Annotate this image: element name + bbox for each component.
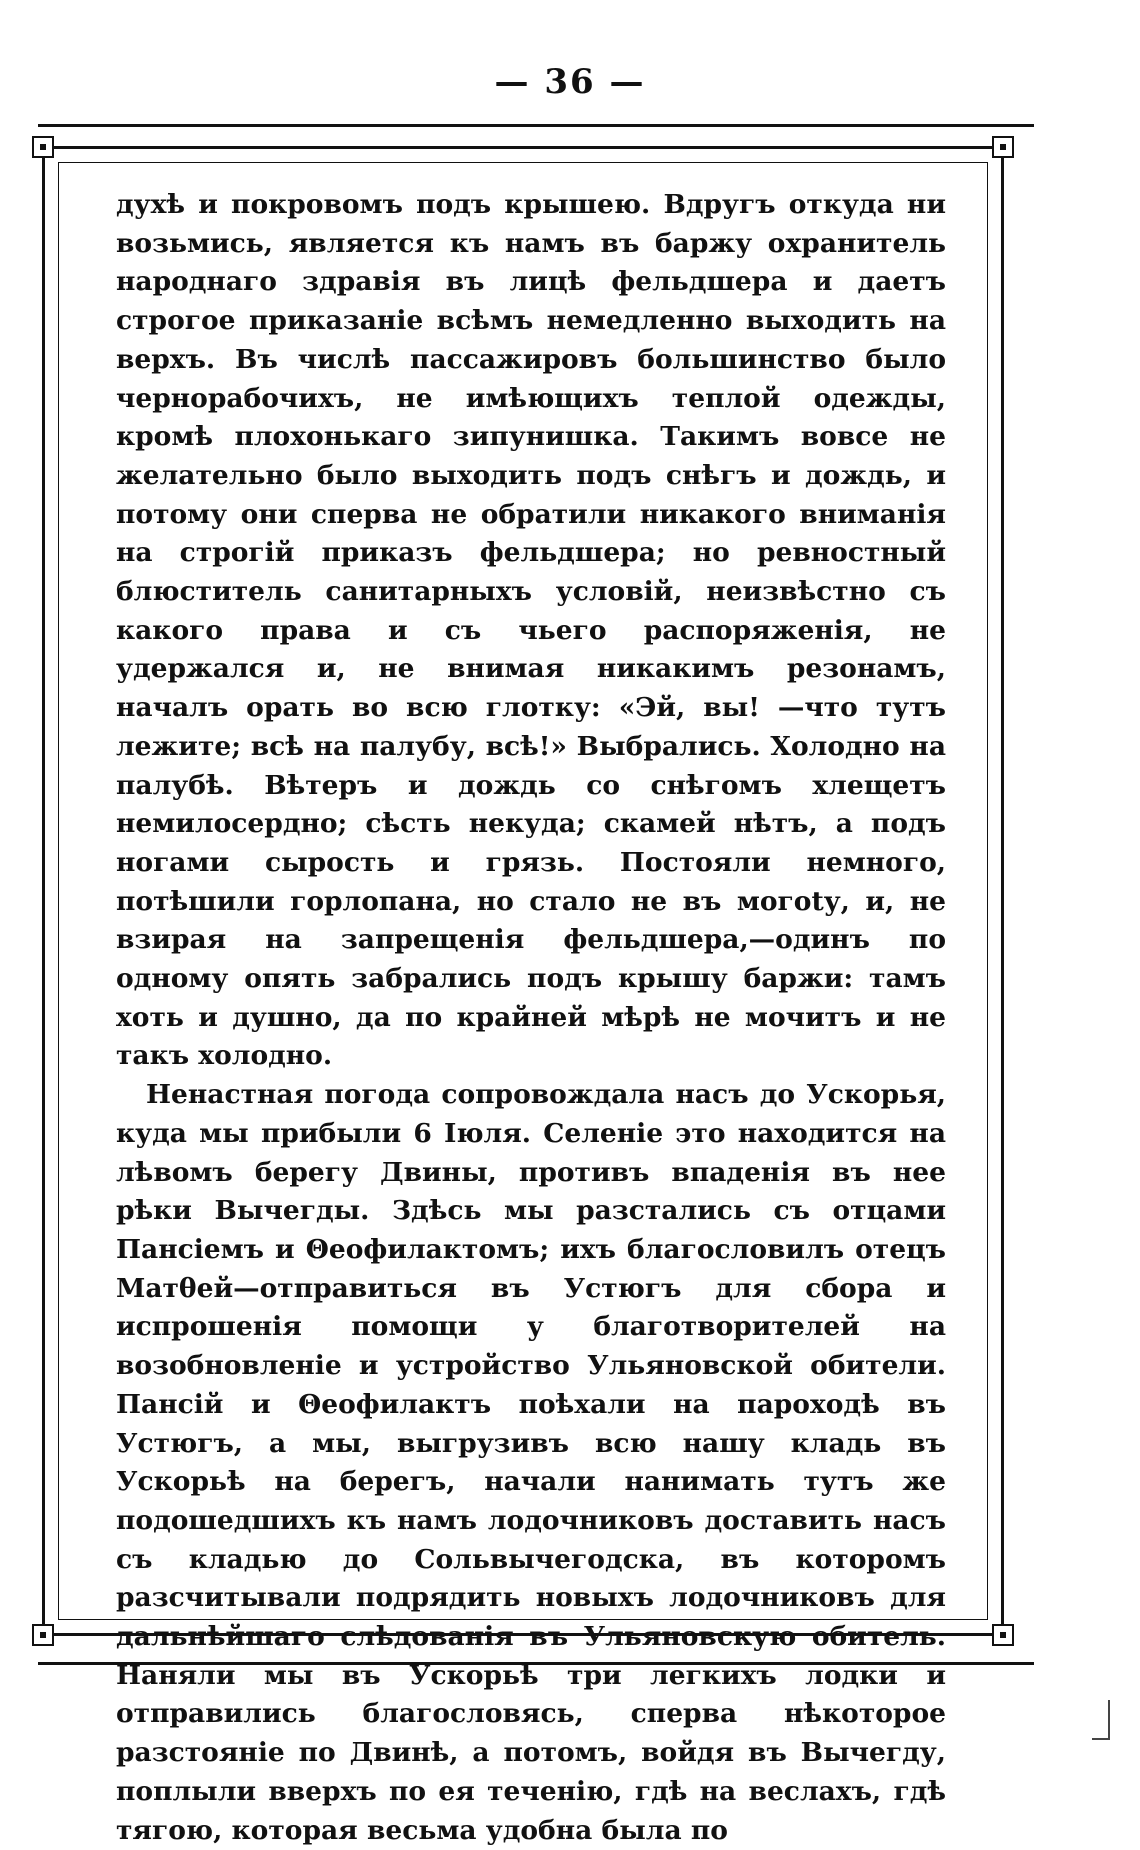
corner-ornament-top-right [992,136,1014,158]
corner-ornament-bottom-left [32,1624,54,1646]
paragraph: Ненастная погода сопровождала насъ до Ускорья, куда мы прибыли 6 Іюля. Селеніе это находится на лѣвомъ берегу Двины, противъ впаденія въ нее рѣки Вычегды. Здѣсь мы разстались съ отцами Пансіемъ и Θеофилактомъ; ихъ благословилъ отецъ Матθей—отправиться въ Устюгъ для сбора и испрошенія помощи у благотворителей на возобновленіе и устройство Ульяновской обители. Пансій и Θеофилактъ поѣхали на пароходѣ въ Устюгъ, а мы, выгрузивъ всю нашу кладь въ Ускорьѣ на берегъ, начали нанимать тутъ же подошедшихъ къ намъ лодочниковъ доставить насъ съ кладью до Сольвычегодска, въ которомъ разсчитывали подрядить новыхъ лодочниковъ для дальнѣйшаго слѣдованія въ Ульяновскую обитель. Наняли мы въ Ускорьѣ три легкихъ лодки и отправились благословясь, сперва нѣкоторое разстояніе по Двинѣ, а потомъ, войдя въ Вычегду, поплыли вверхъ по ея теченію, гдѣ на веслахъ, гдѣ тягою, которая весьма удобна была по [116,1079,946,1846]
corner-ornament-top-left [32,136,54,158]
paragraph: духѣ и покровомъ подъ крышею. Вдругъ откуда ни возьмись, является къ намъ въ баржу охранитель народнаго здравія въ лицѣ фельдшера и даетъ строгое приказаніе всѣмъ немедленно выходить на верхъ. Въ числѣ пассажировъ большинство было чернорабочихъ, не имѣющихъ теплой одежды, кромѣ плохонькаго зипунишка. Такимъ вовсе не желательно было выходить подъ снѣгъ и дождь, и потому они сперва не обратили никакого вниманія на строгій приказъ фельдшера; но ревностный блюститель санитарныхъ условій, неизвѣстно съ какого права и съ чьего распоряженія, не удержался и, не внимая никакимъ резонамъ, началъ орать во всю глотку: «Эй, вы! —что тутъ лежите; всѣ на палубу, всѣ!» Выбрались. Холодно на палубѣ. Вѣтеръ и дождь со снѣгомъ хлещетъ немилосердно; сѣсть некуда; скамей нѣтъ, а подъ ногами сырость и грязь. Постояли немного, потѣшили горлопана, но стало не въ могоtу, и, не взирая на запрещенія фельдшера,—одинъ по одному опять забрались подъ крышу баржи: тамъ хоть и душно, да по крайней мѣрѣ не мочитъ и не такъ холодно. [116,189,946,1072]
corner-ornament-bottom-right [992,1624,1014,1646]
frame-top-rule [38,124,1034,127]
text-body [116,186,946,1850]
margin-crop-mark [1092,1700,1110,1740]
page-number: — 36 — [494,62,646,102]
